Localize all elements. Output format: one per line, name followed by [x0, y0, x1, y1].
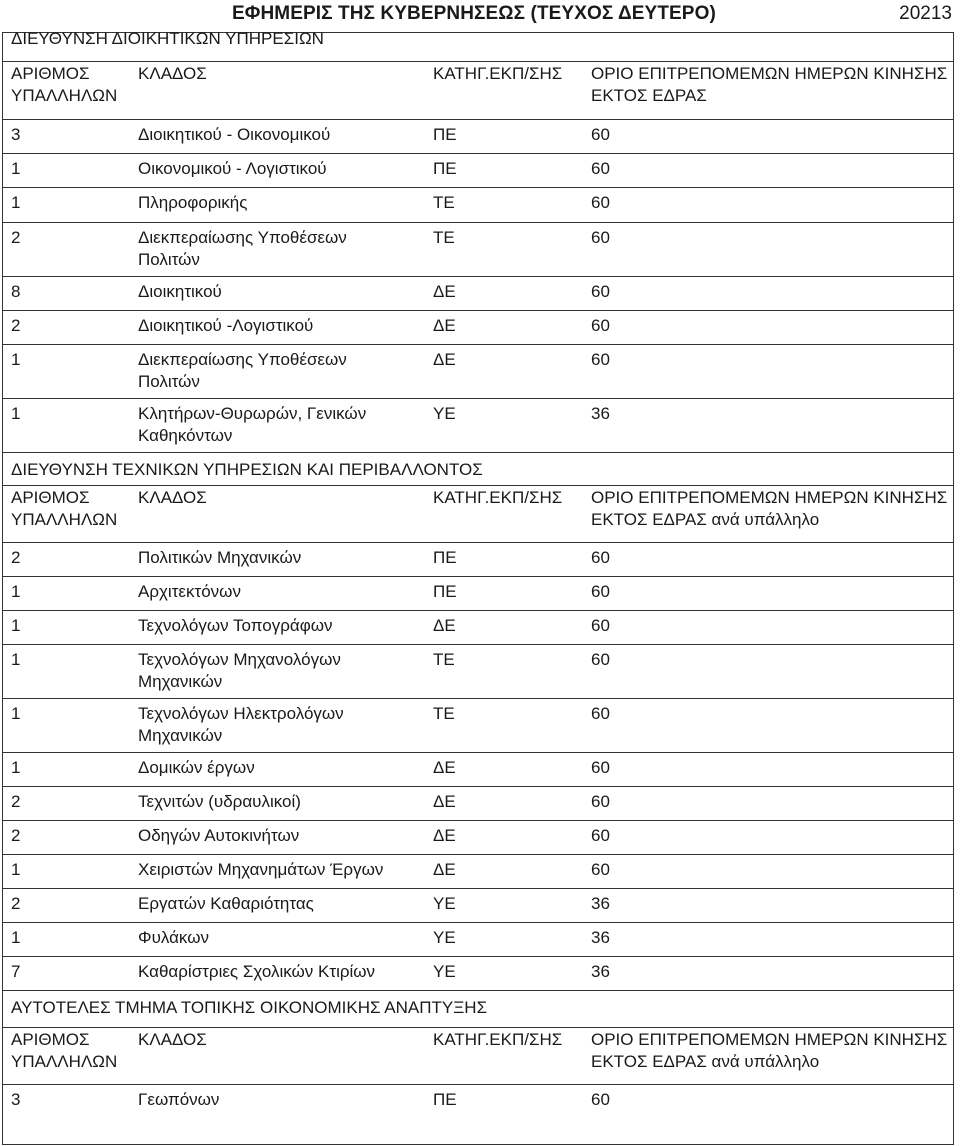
table-cell: ΠΕ [433, 582, 457, 601]
column-header: ΚΑΤΗΓ.ΕΚΠ/ΣΗΣ [433, 488, 563, 507]
table-cell: ΔΕ [433, 282, 456, 301]
table-cell: 36 [591, 928, 610, 947]
table-cell: ΤΕ [433, 650, 455, 669]
table-cell: 1 [11, 159, 21, 178]
table-cell: 3 [11, 1090, 21, 1109]
table-cell: Τεχνιτών (υδραυλικοί) [138, 792, 301, 811]
table-cell: 2 [11, 548, 21, 567]
table-cell: 36 [591, 894, 610, 913]
table-cell: ΤΕ [433, 704, 455, 723]
table-cell: ΥΕ [433, 404, 456, 423]
table-cell: 1 [11, 650, 21, 669]
table-cell: ΔΕ [433, 860, 456, 879]
table-cell: Φυλάκων [138, 928, 209, 947]
table-cell: ΠΕ [433, 1090, 457, 1109]
table-cell: 60 [591, 125, 610, 144]
column-header: ΚΑΤΗΓ.ΕΚΠ/ΣΗΣ [433, 1030, 563, 1049]
table-cell: Διοικητικού - Οικονομικού [138, 125, 331, 144]
table-cell: Χειριστών Μηχανημάτων Έργων [138, 860, 384, 879]
table-cell: Οδηγών Αυτοκινήτων [138, 826, 300, 845]
table-cell: 1 [11, 704, 21, 723]
table-rule [3, 698, 953, 699]
table-cell: 60 [591, 193, 610, 212]
table-rule [3, 153, 953, 154]
table-rule [3, 61, 953, 62]
table-cell: 1 [11, 616, 21, 635]
table-cell: 60 [591, 548, 610, 567]
section-title: ΔΙΕΥΘΥΝΣΗ ΤΕΧΝΙΚΩΝ ΥΠΗΡΕΣΙΩΝ ΚΑΙ ΠΕΡΙΒΑΛΛΟΝΤΟΣ [11, 460, 483, 479]
table-rule [3, 222, 953, 223]
table-rule [3, 542, 953, 543]
document-table [2, 29, 954, 1145]
table-cell: ΔΕ [433, 316, 456, 335]
column-header: ΑΡΙΘΜΟΣ ΥΠΑΛΛΗΛΩΝ [11, 1030, 118, 1071]
table-cell: 36 [591, 404, 610, 423]
table-cell: Γεωπόνων [138, 1090, 220, 1109]
table-cell: ΥΕ [433, 928, 456, 947]
table-cell: 60 [591, 792, 610, 811]
table-cell: 60 [591, 350, 610, 369]
table-cell: 60 [591, 616, 610, 635]
table-cell: 2 [11, 826, 21, 845]
table-rule [3, 888, 953, 889]
table-cell: ΠΕ [433, 159, 457, 178]
table-cell: Αρχιτεκτόνων [138, 582, 241, 601]
table-cell: 2 [11, 316, 21, 335]
table-cell: 1 [11, 758, 21, 777]
table-cell: 60 [591, 650, 610, 669]
table-cell: ΔΕ [433, 758, 456, 777]
table-cell: Τεχνολόγων Τοπογράφων [138, 616, 333, 635]
table-cell: ΥΕ [433, 962, 456, 981]
table-cell: Διεκπεραίωσης Υποθέσεων Πολιτών [138, 228, 347, 269]
column-header: ΚΛΑΔΟΣ [138, 64, 207, 83]
table-cell: ΔΕ [433, 826, 456, 845]
table-cell: Διοικητικού [138, 282, 222, 301]
table-cell: 1 [11, 404, 21, 423]
table-rule [3, 576, 953, 577]
table-rule [3, 1084, 953, 1085]
table-rule [3, 1027, 953, 1028]
table-cell: ΠΕ [433, 548, 457, 567]
table-cell: 60 [591, 758, 610, 777]
table-cell: Καθαρίστριες Σχολικών Κτιρίων [138, 962, 376, 981]
table-cell: Τεχνολόγων Ηλεκτρολόγων Μηχανικών [138, 704, 344, 745]
table-cell: ΤΕ [433, 193, 455, 212]
table-cell: 7 [11, 962, 21, 981]
table-rule [3, 310, 953, 311]
column-header: ΟΡΙΟ ΕΠΙΤΡΕΠΟΜΕΜΩΝ ΗΜΕΡΩΝ ΚΙΝΗΣΗΣ ΕΚΤΟΣ ΕΔΡΑΣ ανά υπάλληλο [591, 488, 948, 529]
table-cell: 8 [11, 282, 21, 301]
section-title: ΑΥΤΟΤΕΛΕΣ ΤΜΗΜΑ ΤΟΠΙΚΗΣ ΟΙΚΟΝΟΜΙΚΗΣ ΑΝΑΠΤΥΞΗΣ [11, 998, 488, 1017]
table-cell: Διοικητικού -Λογιστικού [138, 316, 314, 335]
table-rule [3, 276, 953, 277]
table-cell: 60 [591, 282, 610, 301]
table-rule [3, 452, 953, 453]
table-cell: Δομικών έργων [138, 758, 255, 777]
table-cell: ΥΕ [433, 894, 456, 913]
column-header: ΟΡΙΟ ΕΠΙΤΡΕΠΟΜΕΜΩΝ ΗΜΕΡΩΝ ΚΙΝΗΣΗΣ ΕΚΤΟΣ ΕΔΡΑΣ ανά υπάλληλο [591, 1030, 948, 1071]
column-header: ΚΛΑΔΟΣ [138, 488, 207, 507]
table-cell: 36 [591, 962, 610, 981]
table-cell: 60 [591, 826, 610, 845]
table-rule [3, 398, 953, 399]
column-header: ΚΑΤΗΓ.ΕΚΠ/ΣΗΣ [433, 64, 563, 83]
table-rule [3, 752, 953, 753]
table-rule [3, 187, 953, 188]
table-cell: Διεκπεραίωσης Υποθέσεων Πολιτών [138, 350, 347, 391]
table-cell: 60 [591, 704, 610, 723]
table-cell: 1 [11, 350, 21, 369]
table-cell: 60 [591, 316, 610, 335]
table-cell: 60 [591, 1090, 610, 1109]
table-cell: Πληροφορικής [138, 193, 248, 212]
table-cell: 3 [11, 125, 21, 144]
column-header: ΑΡΙΘΜΟΣ ΥΠΑΛΛΗΛΩΝ [11, 488, 118, 529]
table-cell: 2 [11, 894, 21, 913]
gazette-title: ΕΦΗΜΕΡΙΣ ΤΗΣ ΚΥΒΕΡΝΗΣΕΩΣ (ΤΕΥΧΟΣ ΔΕΥΤΕΡΟ) [232, 3, 716, 24]
table-rule [3, 956, 953, 957]
table-rule [3, 854, 953, 855]
table-cell: Τεχνολόγων Μηχανολόγων Μηχανικών [138, 650, 341, 691]
table-cell: ΔΕ [433, 616, 456, 635]
table-rule [3, 610, 953, 611]
table-cell: ΤΕ [433, 228, 455, 247]
table-cell: 2 [11, 228, 21, 247]
table-cell: Οικονομικού - Λογιστικού [138, 159, 327, 178]
table-cell: Πολιτικών Μηχανικών [138, 548, 302, 567]
column-header: ΑΡΙΘΜΟΣ ΥΠΑΛΛΗΛΩΝ [11, 64, 118, 105]
table-cell: 60 [591, 159, 610, 178]
table-cell: 60 [591, 228, 610, 247]
table-rule [3, 485, 953, 486]
table-rule [3, 119, 953, 120]
table-cell: ΠΕ [433, 125, 457, 144]
table-rule [3, 786, 953, 787]
page-number: 20213 [899, 3, 952, 24]
table-cell: 60 [591, 860, 610, 879]
table-cell: 60 [591, 582, 610, 601]
table-rule [3, 820, 953, 821]
table-cell: ΔΕ [433, 792, 456, 811]
table-cell: 2 [11, 792, 21, 811]
section-title: ΔΙΕΥΘΥΝΣΗ ΔΙΟΙΚΗΤΙΚΩΝ ΥΠΗΡΕΣΙΩΝ [11, 29, 324, 48]
column-header: ΚΛΑΔΟΣ [138, 1030, 207, 1049]
table-rule [3, 990, 953, 991]
table-cell: Κλητήρων-Θυρωρών, Γενικών Καθηκόντων [138, 404, 367, 445]
table-cell: 1 [11, 928, 21, 947]
table-rule [3, 644, 953, 645]
table-rule [3, 922, 953, 923]
table-cell: 1 [11, 860, 21, 879]
table-cell: ΔΕ [433, 350, 456, 369]
column-header: ΟΡΙΟ ΕΠΙΤΡΕΠΟΜΕΜΩΝ ΗΜΕΡΩΝ ΚΙΝΗΣΗΣ ΕΚΤΟΣ ΕΔΡΑΣ [591, 64, 948, 105]
table-cell: 1 [11, 193, 21, 212]
table-rule [3, 344, 953, 345]
table-cell: 1 [11, 582, 21, 601]
table-cell: Εργατών Καθαριότητας [138, 894, 314, 913]
